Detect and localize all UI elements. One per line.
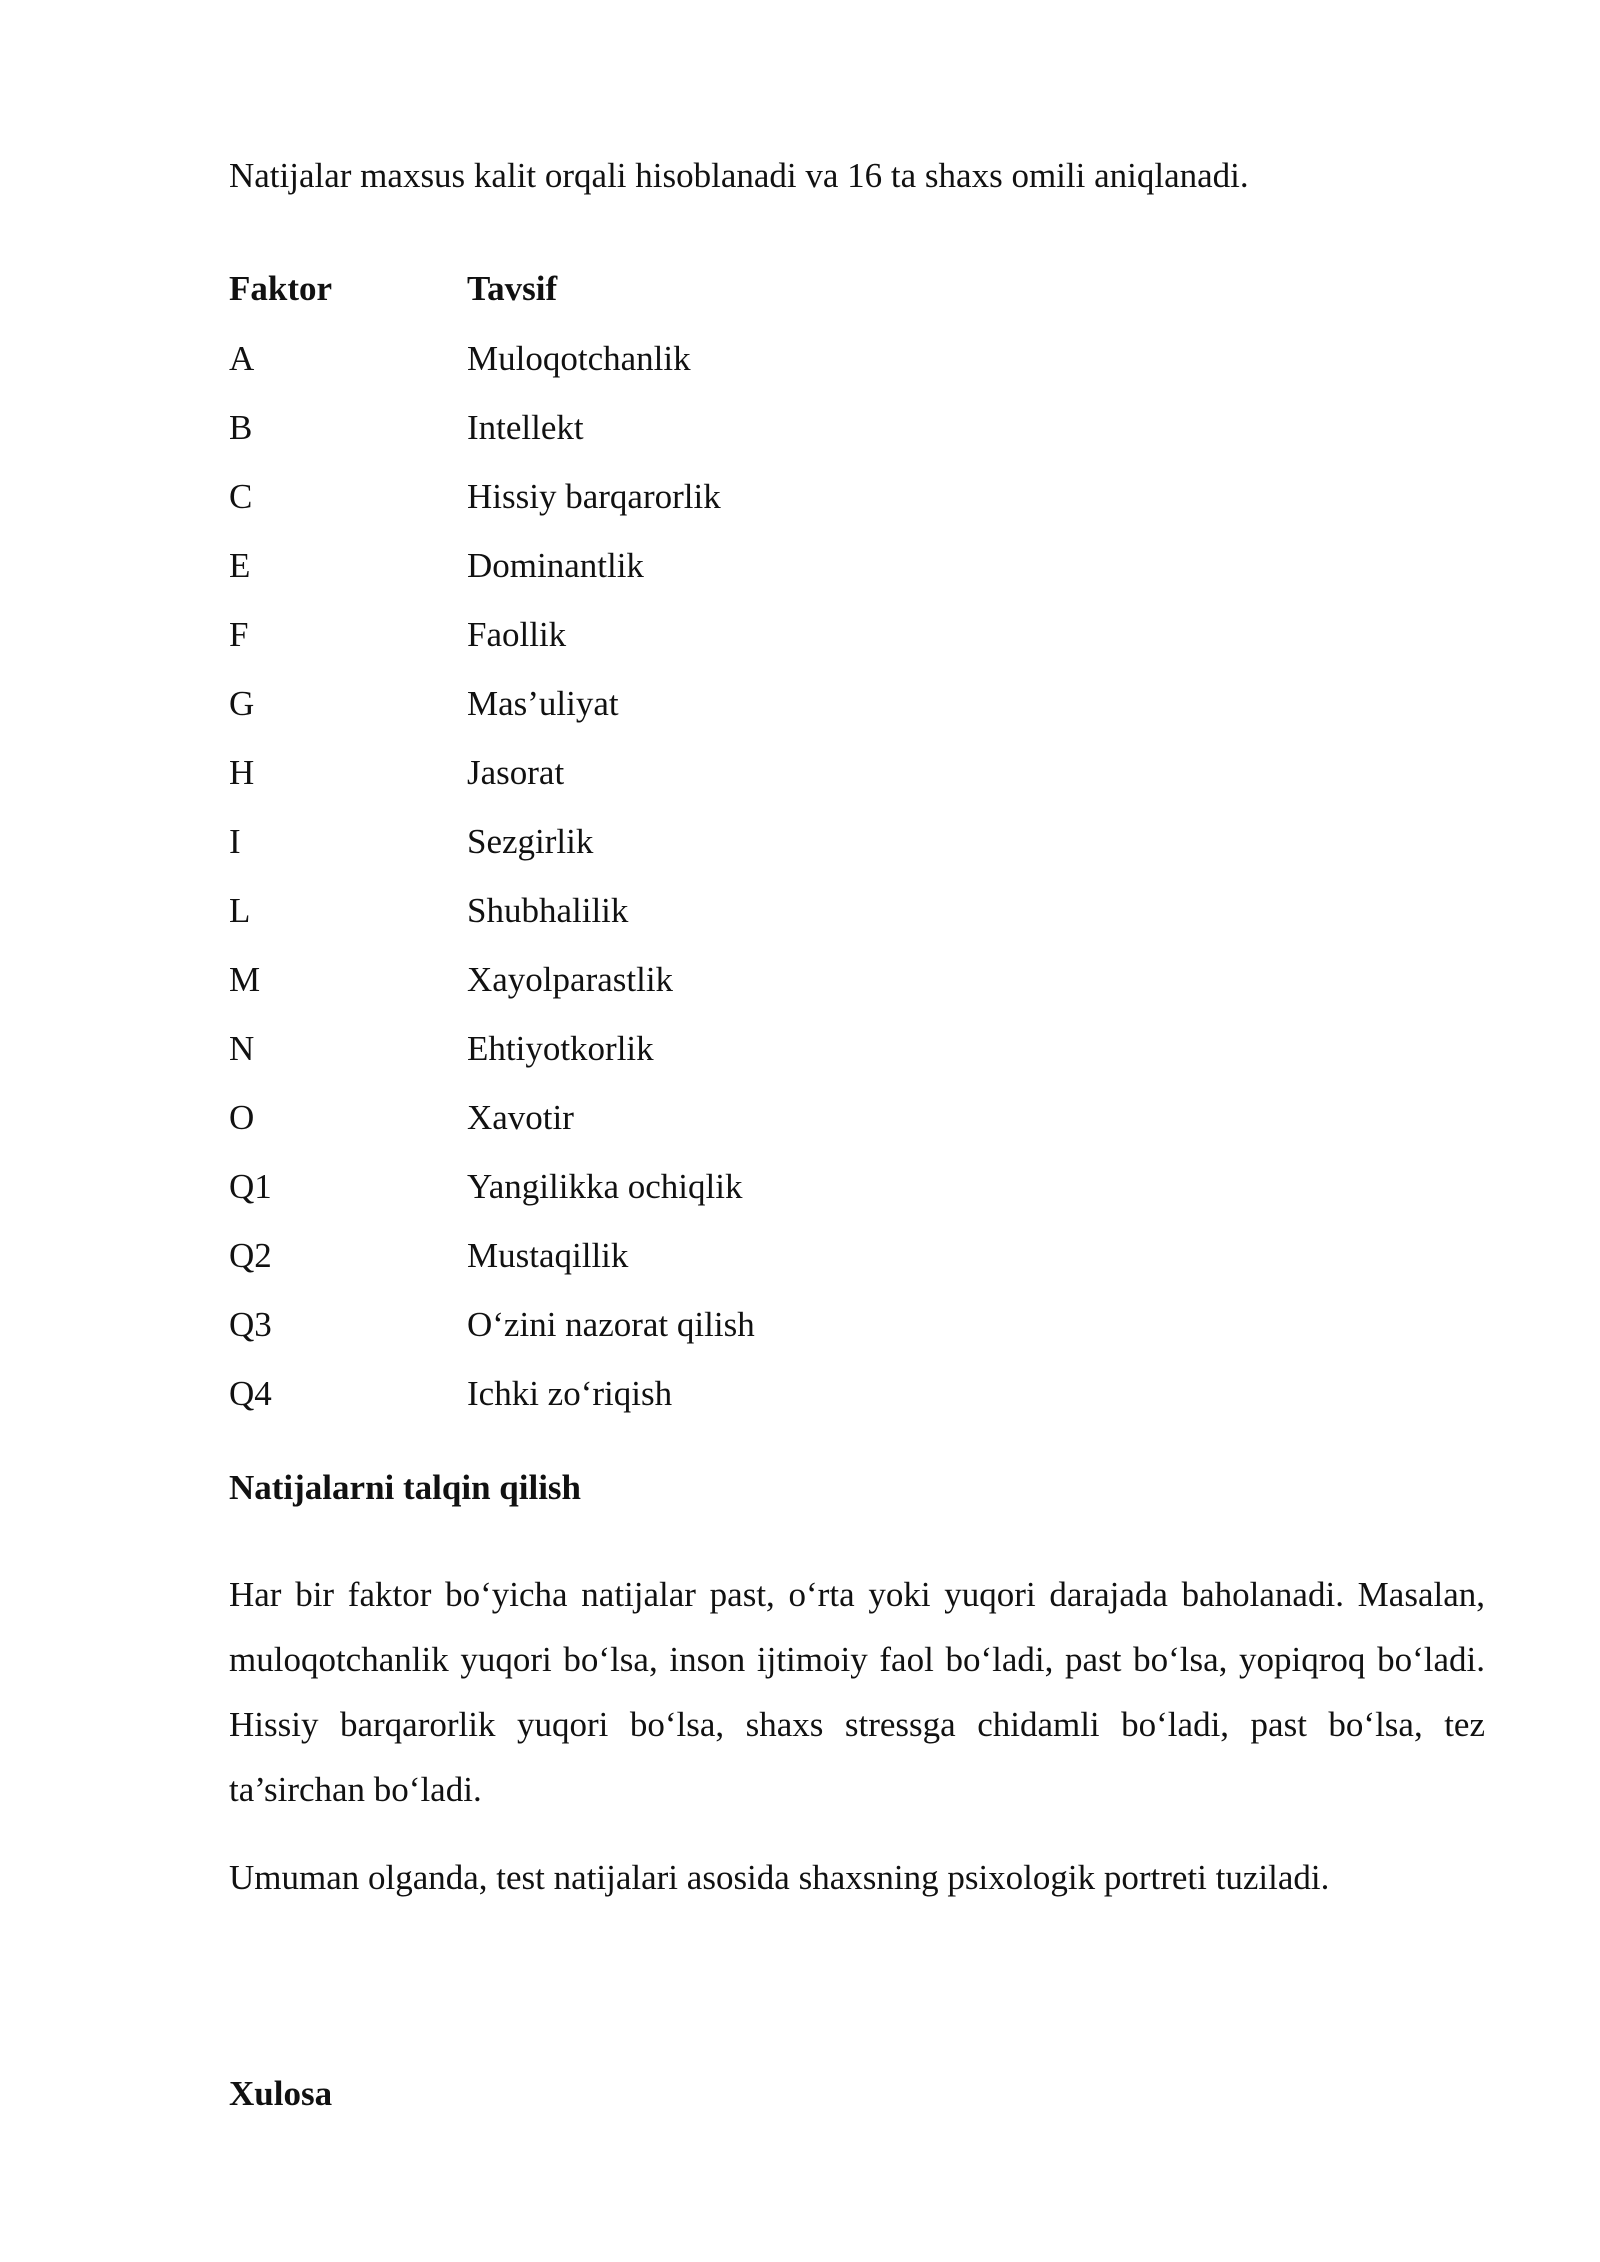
- factor-code: Q4: [229, 1373, 272, 1413]
- factor-code: N: [229, 1028, 255, 1068]
- factor-description: Muloqotchanlik: [467, 338, 691, 378]
- factor-code: Q1: [229, 1166, 272, 1206]
- table-row: [229, 738, 1167, 807]
- factor-code: Q3: [229, 1304, 272, 1344]
- table-row: [229, 1083, 1167, 1152]
- factor-description: Shubhalilik: [467, 890, 629, 930]
- table-row: [229, 1014, 1167, 1083]
- table-row: [229, 393, 1167, 462]
- factor-code: M: [229, 959, 261, 999]
- factor-code: L: [229, 890, 251, 930]
- factor-description: Hissiy barqarorlik: [467, 476, 721, 516]
- factor-code: F: [229, 614, 249, 654]
- table-row: [229, 531, 1167, 600]
- factor-code: H: [229, 752, 255, 792]
- factor-description: Ichki zo‘riqish: [467, 1373, 673, 1413]
- table-row: [229, 669, 1167, 738]
- factor-description: Dominantlik: [467, 545, 644, 585]
- factor-description: Yangilikka ochiqlik: [467, 1166, 743, 1206]
- factor-description: Ehtiyotkorlik: [467, 1028, 654, 1068]
- factor-description: O‘zini nazorat qilish: [467, 1304, 755, 1344]
- table-row: [229, 1221, 1167, 1290]
- header-description: Tavsif: [467, 269, 558, 308]
- factor-description: Sezgirlik: [467, 821, 594, 861]
- table-header-row: [229, 254, 1167, 324]
- factor-code: Q2: [229, 1235, 272, 1275]
- table-row: [229, 945, 1167, 1014]
- factor-code: E: [229, 545, 251, 585]
- factor-description: Intellekt: [467, 407, 584, 447]
- summary-paragraph: Umuman olganda, test natijalari asosida shaxsning psixologik portreti tuziladi.: [229, 1858, 1330, 1897]
- factors-table: [229, 254, 1167, 1428]
- factor-description: Xavotir: [467, 1097, 574, 1137]
- table-row: [229, 807, 1167, 876]
- interpretation-heading: Natijalarni talqin qilish: [229, 1468, 582, 1507]
- factor-description: Xayolparastlik: [467, 959, 674, 999]
- table-body: [229, 324, 1167, 1428]
- intro-paragraph: Natijalar maxsus kalit orqali hisoblanadi va 16 ta shaxs omili aniqlanadi.: [229, 156, 1249, 195]
- table-row: [229, 462, 1167, 531]
- conclusion-heading: Xulosa: [229, 2074, 333, 2113]
- table-row: [229, 324, 1167, 393]
- table-row: [229, 1359, 1167, 1428]
- factor-code: O: [229, 1097, 255, 1137]
- header-factor: Faktor: [229, 269, 333, 308]
- page-content: [229, 150, 1485, 1904]
- factor-description: Mustaqillik: [467, 1235, 629, 1275]
- table-row: [229, 1290, 1167, 1359]
- table-row: [229, 876, 1167, 945]
- factor-code: G: [229, 683, 255, 723]
- factor-code: C: [229, 476, 253, 516]
- table-row: [229, 600, 1167, 669]
- factor-code: A: [229, 338, 255, 378]
- factor-code: B: [229, 407, 253, 447]
- interpretation-paragraph: Har bir faktor bo‘yicha natijalar past, o‘rta yoki yuqori darajada baholanadi. Masalan, muloqotchanlik yuqori bo‘lsa, inson ijtimoiy faol bo‘ladi, past bo‘lsa, yopiqroq bo‘ladi. Hissiy barqarorlik yuqori bo‘lsa, shaxs stressga chidamli bo‘ladi, past bo‘lsa, tez ta’sirchan bo‘ladi.: [229, 1575, 1485, 1809]
- table-row: [229, 1152, 1167, 1221]
- factor-description: Faollik: [467, 614, 567, 654]
- factor-code: I: [229, 821, 241, 861]
- factor-description: Jasorat: [467, 752, 565, 792]
- factor-description: Mas’uliyat: [467, 683, 619, 723]
